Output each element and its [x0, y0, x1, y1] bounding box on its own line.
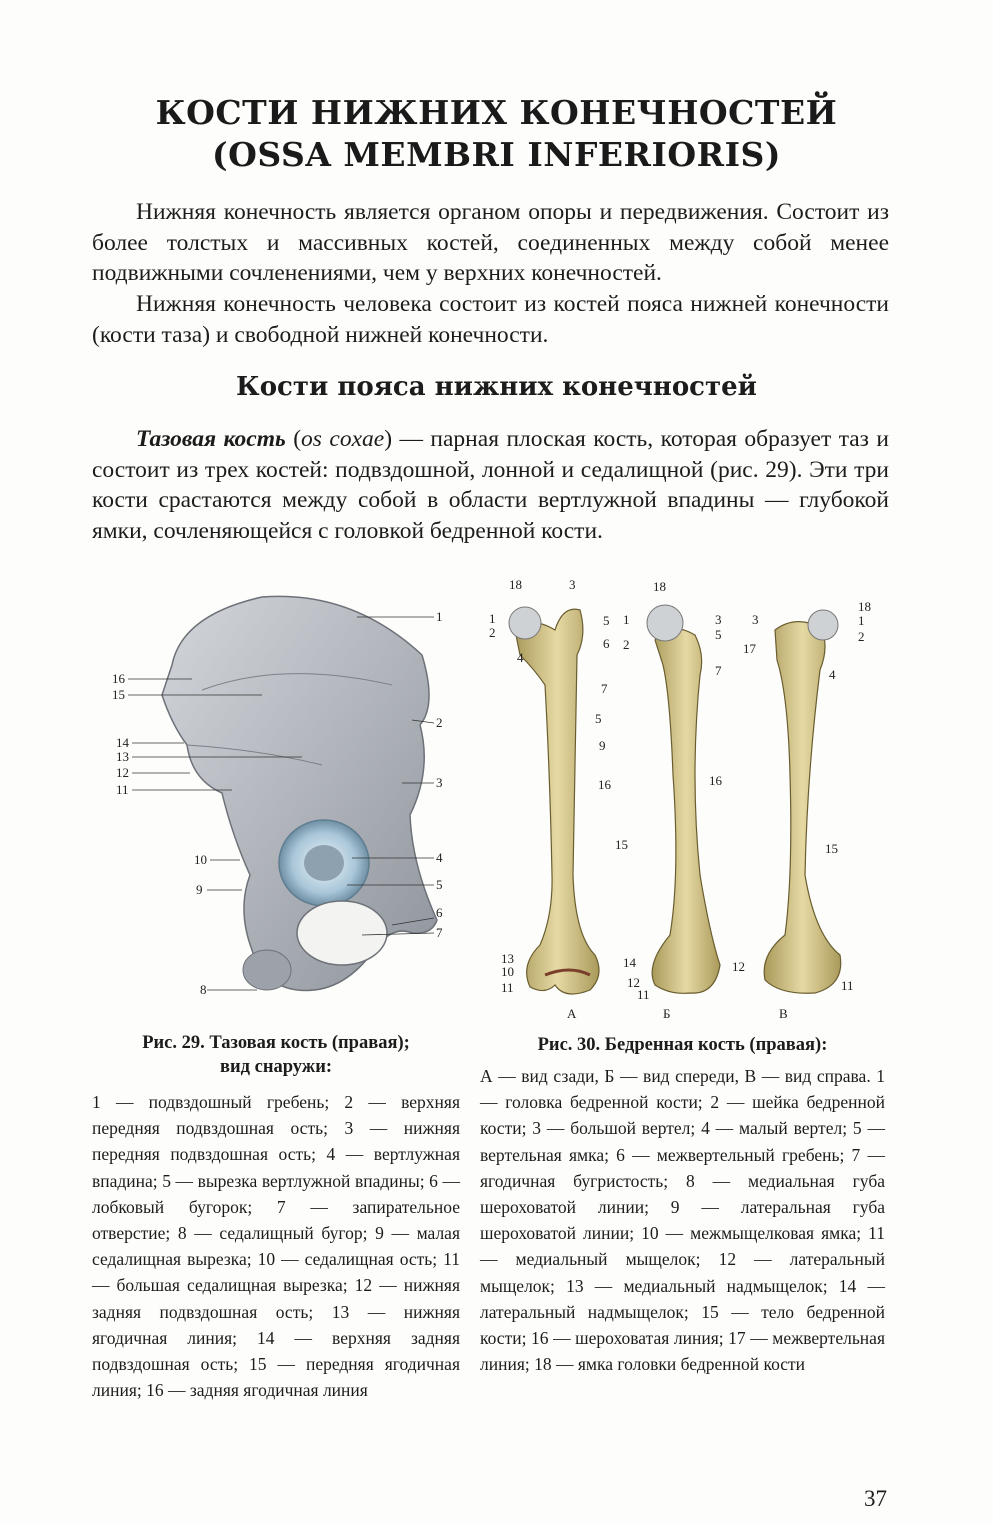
fig30-c-label-4: 4	[829, 667, 836, 682]
fig30-b-label-1: 1	[623, 612, 630, 627]
fig29-label-9: 9	[196, 882, 203, 897]
fig30-c-label-15: 15	[825, 841, 838, 856]
page-number: 37	[864, 1486, 887, 1511]
fig30-a-label-6: 6	[603, 636, 610, 651]
fig29-label-13: 13	[116, 749, 129, 764]
obturator-foramen-drawing	[297, 901, 387, 965]
fig30-a-label-2: 2	[489, 625, 496, 640]
fig30-c-label-2: 2	[858, 629, 865, 644]
fig30-b-label-16: 16	[709, 773, 722, 788]
figure-29-caption-title-line-2: вид снаружи:	[219, 1057, 333, 1077]
fig29-label-14: 14	[116, 735, 129, 750]
fig30-c-label-11: 11	[841, 978, 854, 993]
fig30-a-label-4: 4	[517, 650, 524, 665]
fig29-label-15: 15	[112, 687, 125, 702]
figure-29-caption-title	[92, 1031, 460, 1079]
fig30-b-label-11: 11	[637, 987, 650, 1002]
intro-paragraph-2-text: Нижняя конечность человека состоит из костей пояса нижней конечности (кости таза) и свободной нижней конечности.	[92, 291, 889, 348]
fig30-view-Б: Б	[663, 1006, 671, 1021]
fig30-c-label-3: 3	[752, 612, 759, 627]
fig30-a-label-5: 5	[595, 711, 602, 726]
fig29-label-7: 7	[436, 925, 443, 940]
section-heading: Кости пояса нижних конечностей	[236, 372, 757, 402]
fig29-label-4: 4	[436, 850, 443, 865]
term-pelvic-bone: Тазовая кость	[136, 426, 286, 452]
latin-open: (	[285, 426, 302, 452]
fig30-c-label-1: 1	[858, 613, 865, 628]
fig30-b-label-2: 2	[623, 637, 630, 652]
figure-29-caption: 1 — подвздошный гребень; 2 — верхняя передняя подвздошная ость; 3 — нижняя передняя подвздошная ость; 4 — вертлужная впадина; 5 — вырезка вертлужной впадины; 6 — лобковый бугорок; 7 — запирательное отверстие; 8 — седалищный бугор; 9 — малая седалищная вырезка; 10 — седалищная ость; 11 — большая седалищная вырезка; 12 — нижняя задняя подвздошная ость; 13 — нижняя ягодичная линия; 14 — верхняя задняя подвздошная ость; 15 — передняя ягодичная линия; 16 — задняя ягодичная линия	[92, 1092, 460, 1401]
fig29-label-5: 5	[436, 877, 443, 892]
fig29-label-2: 2	[436, 715, 443, 730]
femur-view-a-drawing	[509, 607, 599, 994]
fig30-a-label-3: 3	[569, 577, 576, 592]
fig30-c-label-17: 17	[743, 641, 756, 656]
figure-30-caption: А — вид сзади, Б — вид спереди, В — вид справа. 1 — головка бедренной кости; 2 — шейка бедренной кости; 3 — большой вертел; 4 — малый вертел; 5 — вертельная ямка; 6 — межвертельный гребень; 7 — ягодичная бугристость; 8 — медиальная губа шероховатой линии; 9 — латеральная губа шероховатой линии; 10 — межмыщелковая ямка; 11 — медиальный мыщелок; 12 — латеральный мыщелок; 13 — медиальный надмыщелок; 14 — латеральный надмыщелок; 15 — тело бедренной кости; 16 — шероховатая линия; 17 — межвертельная линия; 18 — ямка головки бедренной кости	[480, 1066, 885, 1375]
fig30-a-label-9: 9	[599, 738, 606, 753]
fig30-view-В: В	[779, 1006, 788, 1021]
section-paragraph-text: ) — парная плоская кость, которая образует таз и состоит из трех костей: подвздошной, лонной и седалищной (рис. 29). Эти три кости срастаются между собой в области вертлужной впадины — глубокой ямки, сочленяющейся с головкой бедренной кости.	[92, 426, 890, 544]
fig30-b-label-7: 7	[715, 663, 722, 678]
fig29-label-12: 12	[116, 765, 129, 780]
fig30-a-label-11: 11	[501, 980, 514, 995]
section-paragraph	[92, 424, 889, 546]
latin-term: os coxae	[301, 426, 385, 452]
fig29-label-1: 1	[436, 609, 443, 624]
fig30-a-label-12: 12	[627, 975, 640, 990]
fig30-a-label-10: 10	[501, 964, 514, 979]
figure-30-femur	[489, 575, 895, 1021]
page-title	[0, 92, 993, 176]
fig30-view-А: А	[567, 1006, 577, 1021]
fig29-label-3: 3	[436, 775, 443, 790]
fig30-a-label-14: 14	[623, 955, 636, 970]
fig29-label-16: 16	[112, 671, 125, 686]
fig29-label-10: 10	[194, 852, 207, 867]
fig30-a-label-5: 5	[603, 613, 610, 628]
intro-paragraph-1	[92, 197, 889, 289]
fig29-label-6: 6	[436, 905, 443, 920]
intro-paragraph-2	[92, 289, 889, 350]
fig29-label-8: 8	[200, 982, 207, 997]
fig30-a-label-18: 18	[509, 577, 522, 592]
intro-paragraph-1-text: Нижняя конечность является органом опоры и передвижения. Состоит из более толстых и массивных костей, соединенных между собой менее подвижными сочленениями, чем у верхних конечностей.	[92, 199, 889, 286]
figure-29-pelvic-bone	[92, 575, 460, 1015]
page-title-line-1: КОСТИ НИЖНИХ КОНЕЧНОСТЕЙ	[155, 93, 838, 132]
page-title-line-2: (OSSA MEMBRI INFERIORIS)	[212, 135, 781, 174]
fig30-b-label-5: 5	[715, 627, 722, 642]
femur-view-b-drawing	[647, 605, 720, 993]
fig30-a-label-13: 13	[501, 951, 514, 966]
fig30-b-label-18: 18	[653, 579, 666, 594]
fig30-a-label-15: 15	[615, 837, 628, 852]
fig30-a-label-16: 16	[598, 777, 611, 792]
fig30-c-label-12: 12	[732, 959, 745, 974]
fig30-c-label-18: 18	[858, 599, 871, 614]
figure-29-caption-title-line-1: Рис. 29. Тазовая кость (правая);	[142, 1033, 410, 1053]
fig29-label-11: 11	[116, 782, 129, 797]
fig30-b-label-3: 3	[715, 612, 722, 627]
fig30-a-label-1: 1	[489, 611, 496, 626]
fig30-a-label-7: 7	[601, 681, 608, 696]
figure-30-caption-title: Рис. 30. Бедренная кость (правая):	[537, 1035, 828, 1055]
